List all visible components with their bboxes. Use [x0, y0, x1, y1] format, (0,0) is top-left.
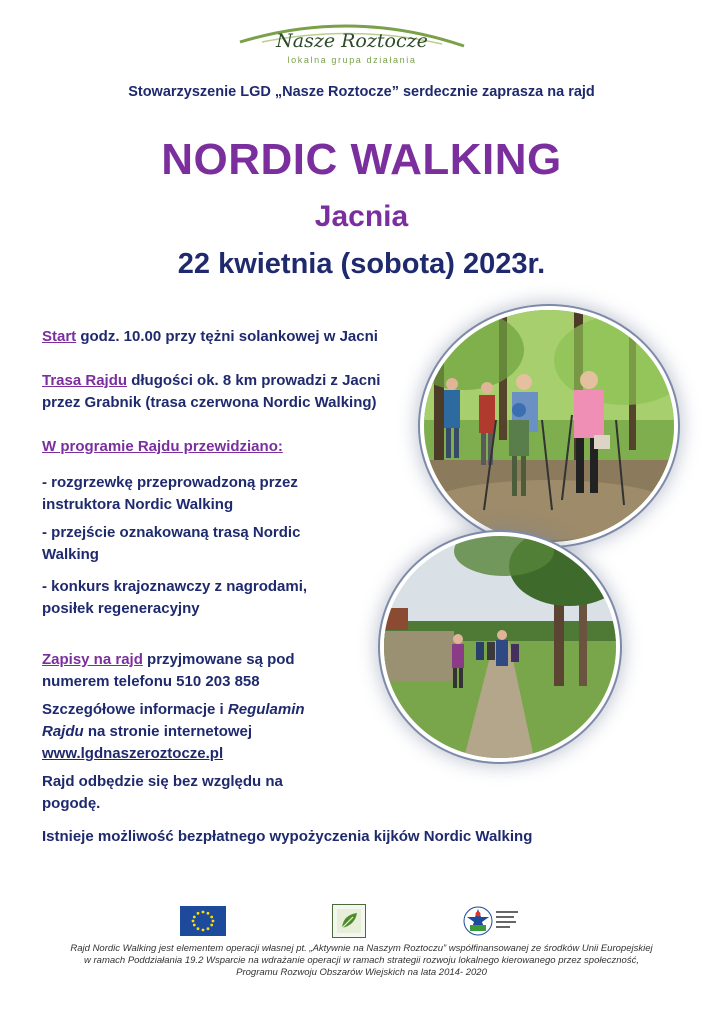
route-line1: długości ok. 8 km prowadzi z Jacni: [127, 372, 381, 389]
weather-line2: pogodę.: [42, 795, 101, 812]
signup-line2: numerem telefonu 510 203 858: [42, 673, 260, 690]
country-road-image: [384, 536, 616, 758]
program-item-line1: - przejście oznakowaną trasą Nordic: [42, 524, 301, 541]
prow-stars-icon: [462, 903, 522, 939]
program-item-line2: posiłek regeneracyjny: [42, 600, 200, 617]
lgd-logo: [232, 20, 472, 70]
route-line2: przez Grabnik (trasa czerwona Nordic Walking): [42, 394, 377, 411]
photo-walkers-forest: [424, 310, 674, 542]
footer-line-2: w ramach Poddziałania 19.2 Wsparcie na wdrażanie operacji w ramach strategii rozwoju lokalnego kierowanego przez społeczność,: [84, 955, 639, 966]
program-item: [42, 472, 298, 516]
event-place: Jacnia: [314, 200, 409, 233]
rdp-logo-icon: [462, 903, 522, 939]
logo-title: Nasze Roztocze: [276, 30, 428, 52]
details-info: [42, 699, 305, 765]
leader-logo-icon: [332, 904, 366, 938]
signup-label: Zapisy na rajd: [42, 651, 143, 668]
weather-line1: Rajd odbędzie się bez względu na: [42, 773, 283, 790]
invitation-line: Stowarzyszenie LGD „Nasze Roztocze” serdecznie zaprasza na rajd: [128, 84, 595, 100]
eu-flag-icon: [180, 906, 226, 936]
rental-info: Istnieje możliwość bezpłatnego wypożyczenia kijków Nordic Walking: [42, 828, 533, 845]
start-text: godz. 10.00 przy tężni solankowej w Jacni: [76, 328, 378, 345]
event-date: 22 kwietnia (sobota) 2023r.: [177, 248, 546, 280]
program-heading-text: W programie Rajdu przewidziano:: [42, 438, 283, 455]
forest-walk-image: [424, 310, 674, 542]
details-line2b: na stronie internetowej: [83, 723, 253, 740]
signup-line1: przyjmowane są pod: [142, 651, 295, 668]
footer-line-1: Rajd Nordic Walking jest elementem operacji własnej pt. „Aktywnie na Naszym Roztoczu” współfinansowanej ze środków Unii Europejskiej: [70, 943, 653, 954]
eu-stars-icon: [180, 906, 226, 936]
weather-info: [42, 771, 283, 815]
details-regulamin: Regulamin: [227, 701, 305, 718]
program-item: [42, 576, 307, 620]
program-item-line1: - rozgrzewkę przeprowadzoną przez: [42, 474, 298, 491]
footer-line-3: Programu Rozwoju Obszarów Wiejskich na lata 2014- 2020: [236, 967, 487, 978]
logo-subtitle: lokalna grupa działania: [287, 55, 417, 65]
route-label: Trasa Rajdu: [42, 372, 128, 389]
signup-info: [42, 649, 295, 693]
start-label: Start: [42, 328, 77, 345]
photo-group-road: [384, 536, 616, 758]
program-item: [42, 522, 300, 566]
program-item-line2: instruktora Nordic Walking: [42, 496, 234, 513]
event-title: NORDIC WALKING: [161, 135, 562, 184]
leaf-icon: [333, 905, 365, 937]
details-rajdu: Rajdu: [42, 723, 84, 740]
program-item-line1: - konkurs krajoznawczy z nagrodami,: [42, 578, 308, 595]
program-heading: [42, 436, 283, 458]
start-info: [42, 326, 378, 348]
details-line1a: Szczegółowe informacje i: [42, 701, 228, 718]
program-item-line2: Walking: [42, 546, 99, 563]
route-info: [42, 370, 380, 414]
website-link[interactable]: www.lgdnaszeroztocze.pl: [42, 745, 224, 762]
